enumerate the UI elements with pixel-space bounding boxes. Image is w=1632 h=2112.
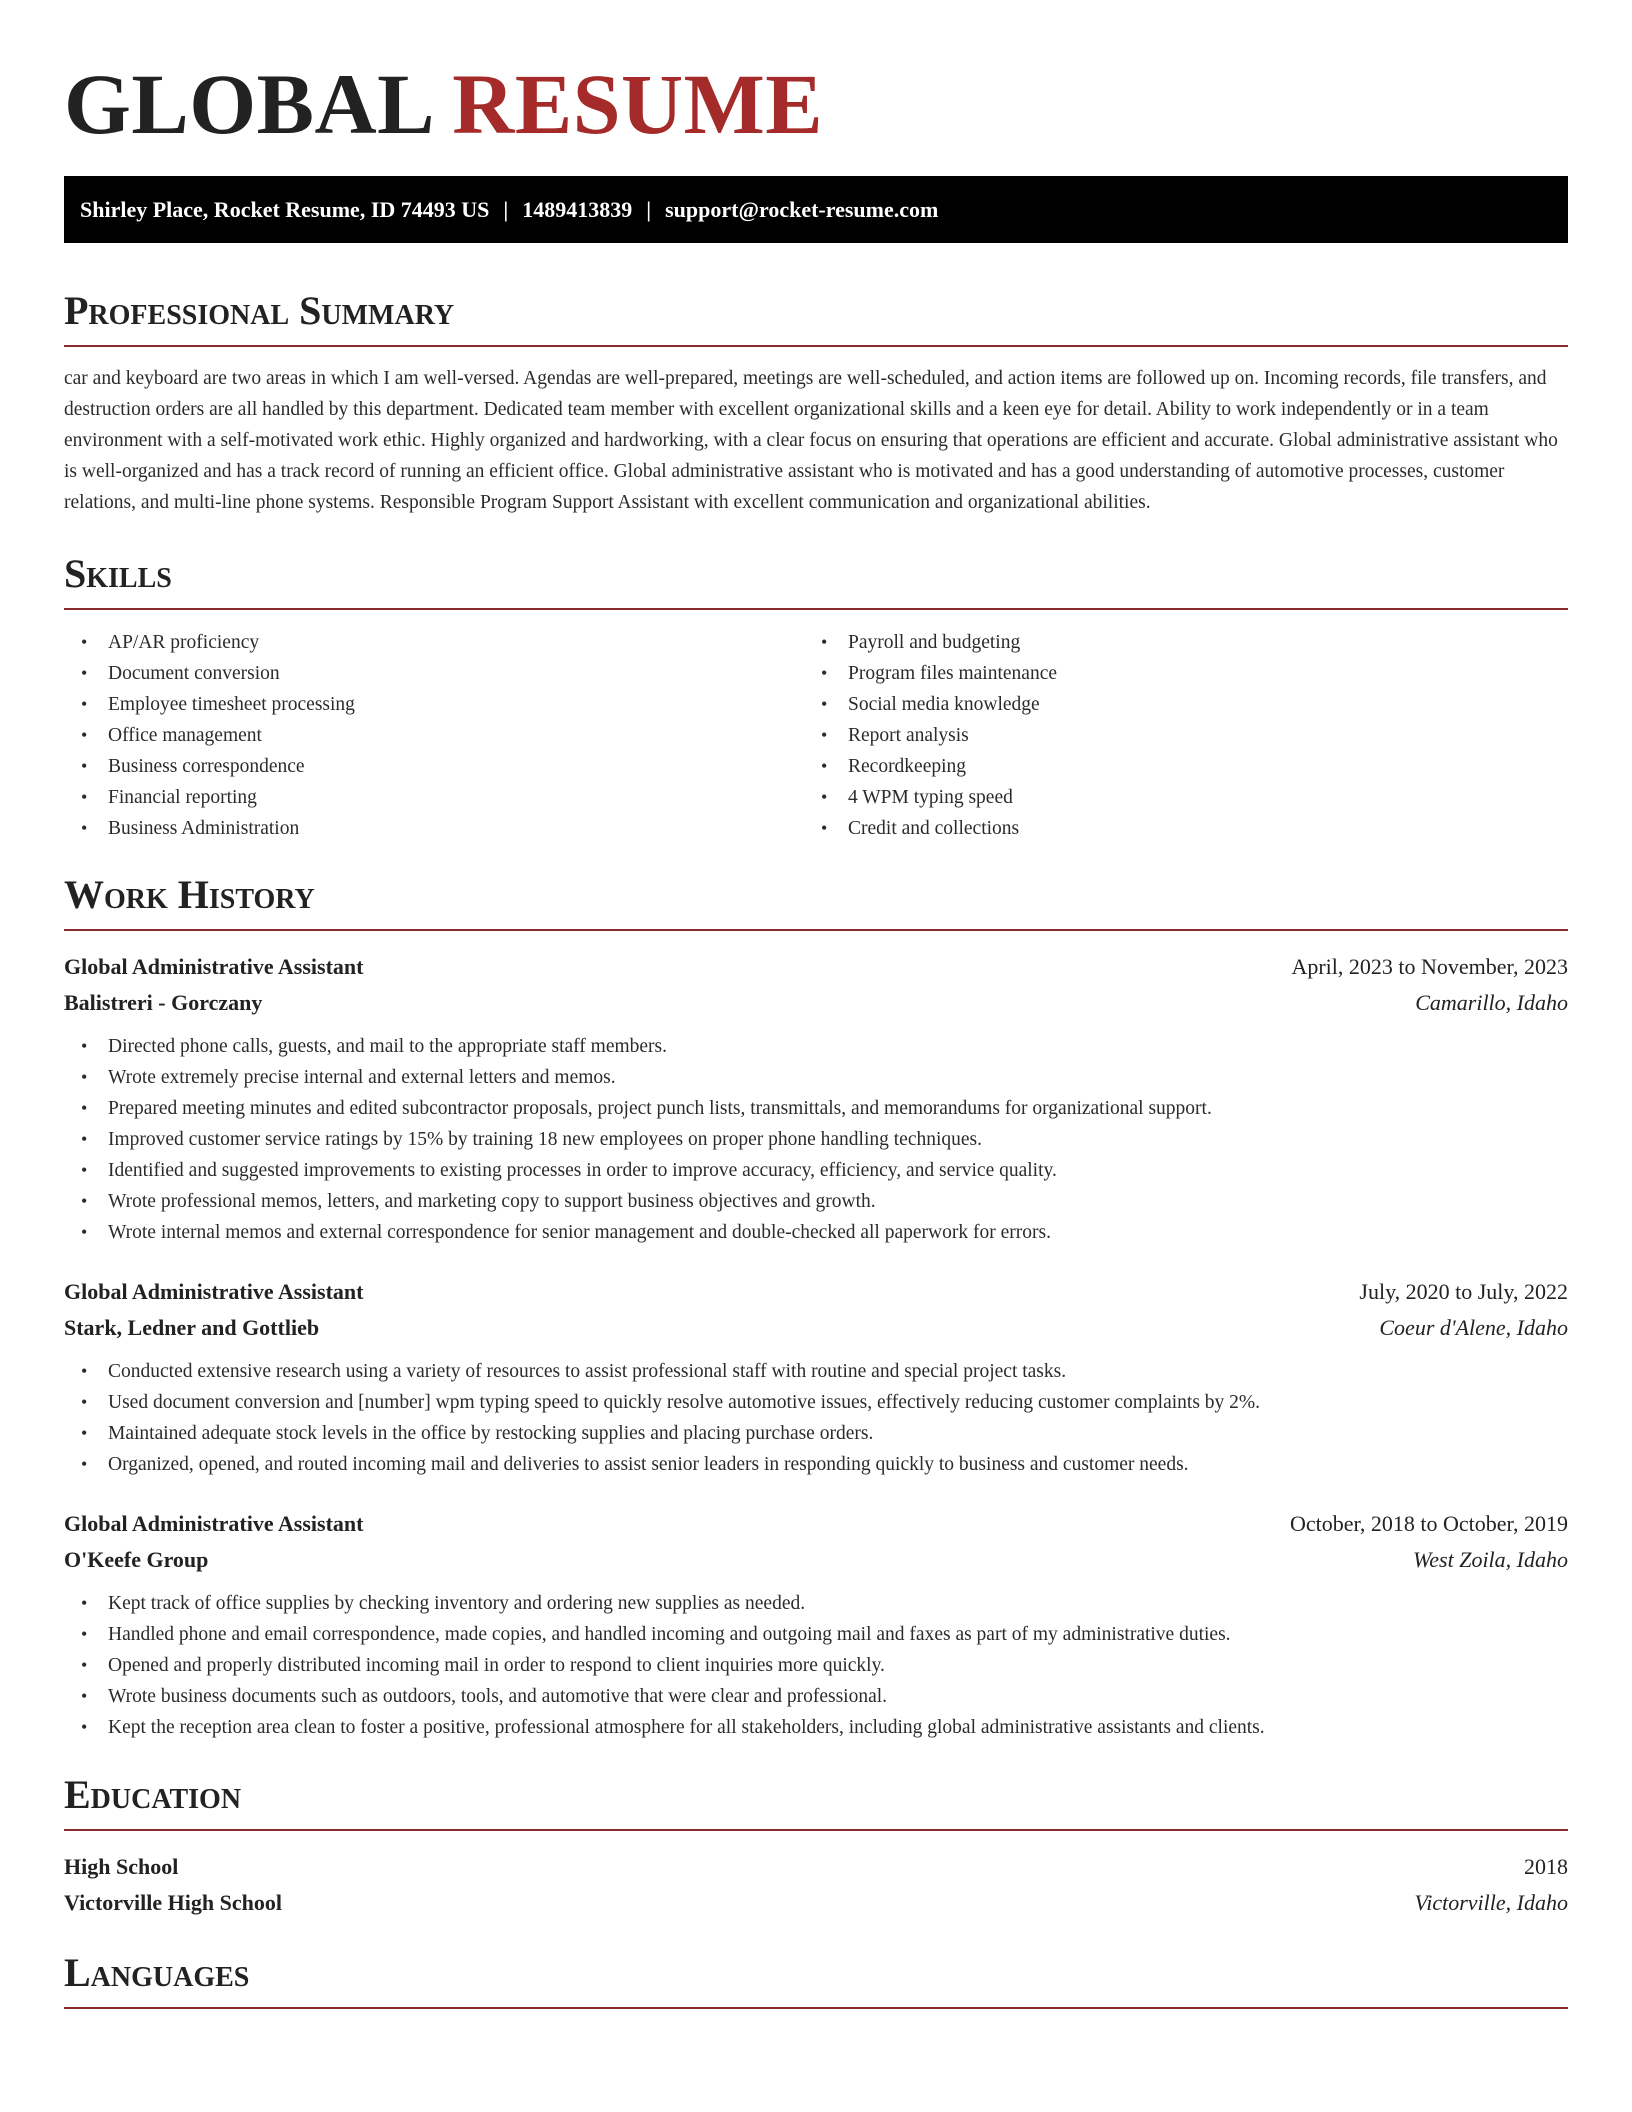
skill-item: • Program files maintenance: [804, 658, 1544, 689]
job-bullet: • Identified and suggested improvements to existing processes in order to improve accuracy, efficiency, and service quality.: [64, 1155, 1568, 1186]
job-bullet: • Wrote business documents such as outdoors, tools, and automotive that were clear and professional.: [64, 1681, 1568, 1712]
job-entry: [64, 1274, 1568, 1480]
education-year: 2018: [1524, 1854, 1568, 1879]
skill-item: • Social media knowledge: [804, 689, 1544, 720]
job-location: West Zoila, Idaho: [1412, 1547, 1568, 1572]
education-school: Victorville High School: [64, 1890, 282, 1915]
skills-heading: Skills: [64, 551, 172, 596]
job-bullets: [64, 1356, 1568, 1480]
skill-item: • Employee timesheet processing: [64, 689, 804, 720]
section-divider: [64, 2007, 1568, 2009]
summary-text: car and keyboard are two areas in which I am well-versed. Agendas are well-prepared, meetings are well-scheduled, and action items are followed up on. Incoming records, file transfers, and destruction orders are all handled by this department. Dedicated team member with excellent organizational skills and a keen eye for detail. Ability to work independently or in a team environment with a self-motivated work ethic. Highly organized and hardworking, with a clear focus on ensuring that operations are efficient and accurate. Global administrative assistant who is well-organized and has a track record of running an efficient office. Global administrative assistant who is motivated and has a good understanding of automotive processes, customer relations, and multi-line phone systems. Responsible Program Support Assistant with excellent communication and organizational abilities.: [64, 368, 1558, 513]
skill-item: • Business correspondence: [64, 751, 804, 782]
job-dates: July, 2020 to July, 2022: [1359, 1279, 1568, 1304]
resume-name: [64, 54, 1568, 154]
job-title: Global Administrative Assistant: [64, 1511, 364, 1536]
job-bullets: [64, 1588, 1568, 1743]
job-header-row: [64, 949, 1568, 985]
education-heading: Education: [64, 1772, 242, 1817]
summary-heading: Professional Summary: [64, 288, 455, 333]
skill-item: • AP/AR proficiency: [64, 627, 804, 658]
skill-item: • Document conversion: [64, 658, 804, 689]
job-bullet: • Wrote professional memos, letters, and marketing copy to support business objectives and growth.: [64, 1186, 1568, 1217]
skills-section: [64, 550, 1568, 844]
job-dates: October, 2018 to October, 2019: [1289, 1511, 1568, 1536]
first-name: GLOBAL: [64, 56, 431, 152]
work-history-section: [64, 871, 1568, 1743]
job-bullet: • Improved customer service ratings by 15% by training 18 new employees on proper phone handling techniques.: [64, 1124, 1568, 1155]
work-history-heading: Work History: [64, 872, 315, 917]
section-divider: [64, 608, 1568, 610]
job-location: Coeur d'Alene, Idaho: [1379, 1315, 1568, 1340]
job-bullet: • Used document conversion and [number] wpm typing speed to quickly resolve automotive issues, effectively reducing customer complaints by 2%.: [64, 1387, 1568, 1418]
job-bullet: • Directed phone calls, guests, and mail to the appropriate staff members.: [64, 1031, 1568, 1062]
job-dates: April, 2023 to November, 2023: [1291, 954, 1568, 979]
section-divider: [64, 1829, 1568, 1831]
job-bullet: • Conducted extensive research using a variety of resources to assist professional staff with routine and special project tasks.: [64, 1356, 1568, 1387]
job-bullet: • Maintained adequate stock levels in the office by restocking supplies and placing purchase orders.: [64, 1418, 1568, 1449]
skill-item: • Report analysis: [804, 720, 1544, 751]
skill-item: • Payroll and budgeting: [804, 627, 1544, 658]
job-company: O'Keefe Group: [64, 1547, 209, 1572]
languages-heading: Languages: [64, 1950, 250, 1995]
resume-page: [64, 0, 1568, 2009]
skill-item: • 4 WPM typing speed: [804, 782, 1544, 813]
education-location: Victorville, Idaho: [1414, 1890, 1568, 1915]
contact-email[interactable]: support@rocket-resume.com: [665, 196, 939, 222]
job-entry: [64, 1506, 1568, 1743]
skills-column-left: [64, 627, 804, 844]
job-location: Camarillo, Idaho: [1415, 990, 1568, 1015]
job-company: Balistreri - Gorczany: [64, 990, 263, 1015]
job-header-row: [64, 1506, 1568, 1542]
last-name: RESUME: [452, 56, 824, 152]
job-company-row: [64, 1310, 1568, 1346]
skill-item: • Office management: [64, 720, 804, 751]
skill-item: • Business Administration: [64, 813, 804, 844]
job-bullet: • Prepared meeting minutes and edited subcontractor proposals, project punch lists, transmittals, and memorandums for organizational support.: [64, 1093, 1568, 1124]
job-bullet: • Organized, opened, and routed incoming mail and deliveries to assist senior leaders in responding quickly to business and customer needs.: [64, 1449, 1568, 1480]
summary-section: [64, 287, 1568, 518]
job-bullet: • Wrote internal memos and external correspondence for senior management and double-checked all paperwork for errors.: [64, 1217, 1568, 1248]
skill-item: • Credit and collections: [804, 813, 1544, 844]
job-company-row: [64, 1542, 1568, 1578]
education-entry: [64, 1849, 1568, 1921]
job-bullet: • Kept track of office supplies by checking inventory and ordering new supplies as needed.: [64, 1588, 1568, 1619]
job-company-row: [64, 985, 1568, 1021]
education-section: [64, 1771, 1568, 1921]
section-divider: [64, 929, 1568, 931]
contact-separator: |: [503, 196, 509, 222]
job-entry: [64, 949, 1568, 1248]
job-bullet: • Handled phone and email correspondence, made copies, and handled incoming and outgoing mail and faxes as part of my administrative duties.: [64, 1619, 1568, 1650]
section-divider: [64, 345, 1568, 347]
contact-address: Shirley Place, Rocket Resume, ID 74493 US: [80, 196, 490, 222]
skills-column-right: [804, 627, 1544, 844]
job-title: Global Administrative Assistant: [64, 1279, 364, 1304]
job-company: Stark, Ledner and Gottlieb: [64, 1315, 320, 1340]
job-header-row: [64, 1274, 1568, 1310]
education-degree: High School: [64, 1854, 179, 1879]
contact-separator: |: [646, 196, 652, 222]
job-bullet: • Kept the reception area clean to foster a positive, professional atmosphere for all stakeholders, including global administrative assistants and clients.: [64, 1712, 1568, 1743]
contact-phone: 1489413839: [522, 196, 633, 222]
skill-item: • Recordkeeping: [804, 751, 1544, 782]
skills-list: [64, 627, 1568, 844]
skill-item: • Financial reporting: [64, 782, 804, 813]
job-bullets: [64, 1031, 1568, 1248]
contact-bar: [64, 176, 1568, 243]
languages-section: [64, 1949, 1568, 2009]
education-school-row: [64, 1885, 1568, 1921]
job-title: Global Administrative Assistant: [64, 954, 364, 979]
education-degree-row: [64, 1849, 1568, 1885]
job-bullet: • Opened and properly distributed incoming mail in order to respond to client inquiries more quickly.: [64, 1650, 1568, 1681]
job-bullet: • Wrote extremely precise internal and external letters and memos.: [64, 1062, 1568, 1093]
